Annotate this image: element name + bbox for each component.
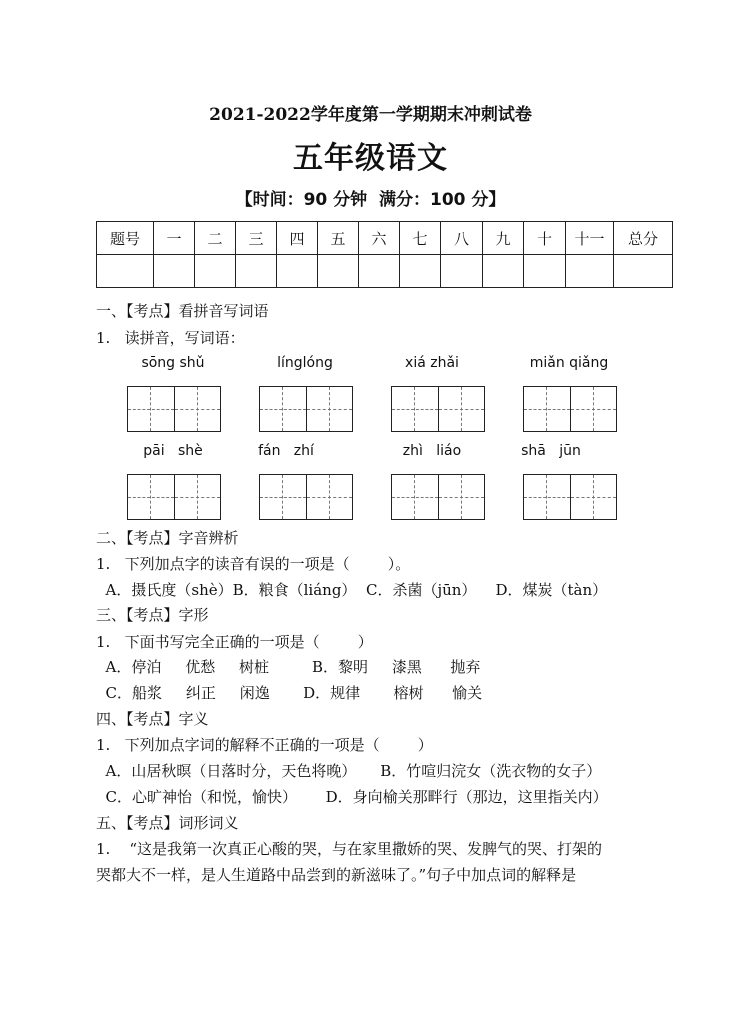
writing-cell[interactable] xyxy=(524,475,570,519)
writing-box-group[interactable] xyxy=(259,386,353,432)
section1-heading: 一、【考点】看拼音写词语 xyxy=(96,302,269,320)
writing-box-group[interactable] xyxy=(127,386,221,432)
writing-cell[interactable] xyxy=(570,475,616,519)
score-value-cell xyxy=(441,255,483,288)
section3-heading: 三、【考点】字形 xyxy=(96,606,209,624)
writing-cell[interactable] xyxy=(260,475,306,519)
pinyin-label: zhì liáo xyxy=(402,443,462,459)
score-header-cell: 二 xyxy=(195,222,236,255)
pinyin-label: pāi shè xyxy=(143,443,203,459)
section3-options-line1: A．停泊 优愁 树桩 B．黎明 漆黑 抛弃 xyxy=(96,658,481,676)
pinyin-label: shā jūn xyxy=(521,443,581,459)
score-header-cell: 题号 xyxy=(97,222,154,255)
section2-question: 1. 下列加点字的读音有误的一项是（ ）。 xyxy=(96,555,411,573)
score-header-cell: 八 xyxy=(441,222,483,255)
section2-options: A．摄氏度（shè）B．粮食（liáng） C．杀菌（jūn） D．煤炭（tàn） xyxy=(96,581,608,599)
writing-box-group[interactable] xyxy=(523,474,617,520)
score-table-header-row xyxy=(97,222,673,255)
score-value-cell xyxy=(400,255,441,288)
section4-options-line2: C．心旷神怡（和悦，愉快） D．身向榆关那畔行（那边，这里指关内） xyxy=(96,788,608,806)
section5-question-line1: 1. “这是我第一次真正心酸的哭，与在家里撒娇的哭、发脾气的哭、打架的 xyxy=(96,840,603,858)
score-value-cell xyxy=(318,255,359,288)
score-header-cell: 九 xyxy=(483,222,524,255)
score-header-cell: 总分 xyxy=(614,222,673,255)
writing-cell[interactable] xyxy=(306,475,352,519)
section4-heading: 四、【考点】字义 xyxy=(96,710,209,728)
section5-question-line2: 哭都大不一样，是人生道路中品尝到的新滋味了。”句子中加点词的解释是 xyxy=(96,866,577,884)
score-header-cell: 十一 xyxy=(566,222,614,255)
writing-box-group[interactable] xyxy=(127,474,221,520)
writing-box-group[interactable] xyxy=(391,474,485,520)
section1-question: 1. 读拼音，写词语： xyxy=(96,329,245,347)
section4-question: 1. 下列加点字词的解释不正确的一项是（ ） xyxy=(96,736,433,754)
writing-box-group[interactable] xyxy=(259,474,353,520)
score-value-cell xyxy=(154,255,195,288)
writing-cell[interactable] xyxy=(306,387,352,431)
score-value-cell xyxy=(236,255,277,288)
section3-question: 1. 下面书写完全正确的一项是（ ） xyxy=(96,633,373,651)
score-value-cell xyxy=(566,255,614,288)
writing-cell[interactable] xyxy=(128,387,174,431)
score-header-cell: 六 xyxy=(359,222,400,255)
writing-box-group[interactable] xyxy=(391,386,485,432)
pinyin-label: línglóng xyxy=(277,355,333,371)
score-header-cell: 四 xyxy=(277,222,318,255)
writing-cell[interactable] xyxy=(438,475,484,519)
pinyin-label: sōng shǔ xyxy=(141,355,205,371)
score-header-cell: 七 xyxy=(400,222,441,255)
writing-cell[interactable] xyxy=(392,475,438,519)
exam-time-info: 【时间：90 分钟 满分：100 分】 xyxy=(235,190,506,210)
score-table xyxy=(96,221,673,288)
exam-title: 五年级语文 xyxy=(293,141,448,176)
score-header-cell: 一 xyxy=(154,222,195,255)
writing-cell[interactable] xyxy=(438,387,484,431)
writing-box-group[interactable] xyxy=(523,386,617,432)
pinyin-label: fán zhí xyxy=(258,443,314,459)
writing-cell[interactable] xyxy=(174,475,220,519)
score-header-cell: 三 xyxy=(236,222,277,255)
pinyin-label: miǎn qiǎng xyxy=(529,355,609,371)
section3-options-line2: C．船浆 纠正 闲逸 D．规律 榕树 愉关 xyxy=(96,684,483,702)
exam-header: 2021-2022学年度第一学期期末冲刺试卷 xyxy=(209,105,532,125)
score-value-cell xyxy=(524,255,566,288)
writing-cell[interactable] xyxy=(392,387,438,431)
section2-heading: 二、【考点】字音辨析 xyxy=(96,529,239,547)
section4-options-line1: A．山居秋暝（日落时分，天色将晚） B．竹喧归浣女（洗衣物的女子） xyxy=(96,762,602,780)
pinyin-label: xiá zhǎi xyxy=(405,355,459,371)
score-table-value-row xyxy=(97,255,673,288)
section5-heading: 五、【考点】词形词义 xyxy=(96,814,239,832)
writing-cell[interactable] xyxy=(570,387,616,431)
score-value-cell xyxy=(359,255,400,288)
score-value-cell xyxy=(483,255,524,288)
writing-cell[interactable] xyxy=(128,475,174,519)
score-value-cell xyxy=(195,255,236,288)
score-value-cell xyxy=(614,255,673,288)
score-value-cell xyxy=(97,255,154,288)
writing-cell[interactable] xyxy=(524,387,570,431)
score-header-cell: 十 xyxy=(524,222,566,255)
score-header-cell: 五 xyxy=(318,222,359,255)
writing-cell[interactable] xyxy=(260,387,306,431)
writing-cell[interactable] xyxy=(174,387,220,431)
score-value-cell xyxy=(277,255,318,288)
